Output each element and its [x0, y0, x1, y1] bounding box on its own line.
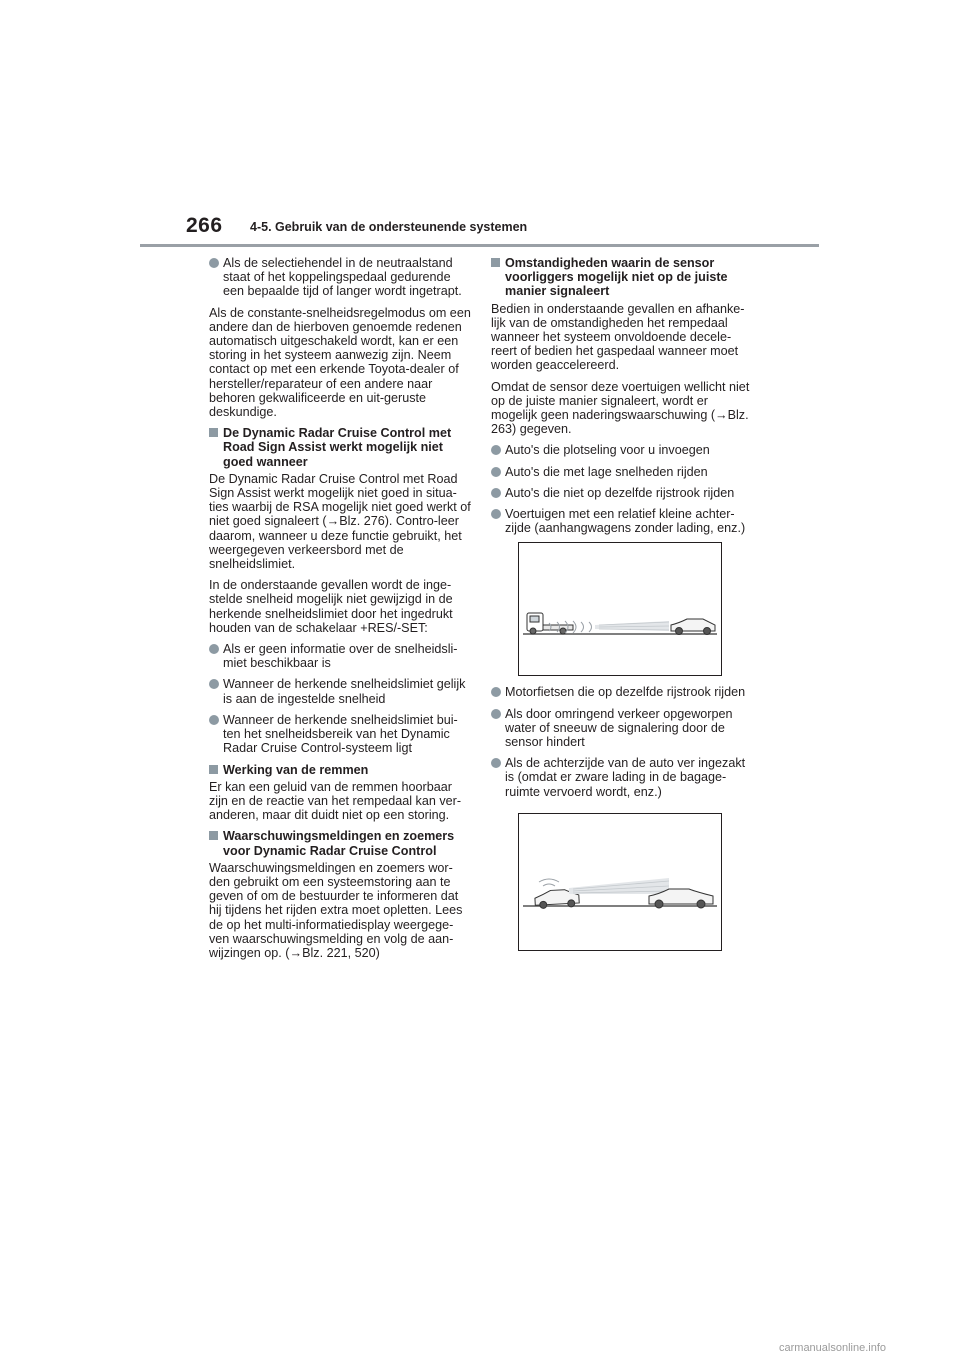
list-item: Als de achterzijde van de auto ver ingezakt is (omdat er zware lading in de bagage-ruimte vervoerd wordt, enz.): [491, 756, 753, 799]
list-item: Als door omringend verkeer opgeworpen water of sneeuw de signalering door de sensor hindert: [491, 707, 753, 750]
paragraph-rsa: De Dynamic Radar Cruise Control met Road Sign Assist werkt mogelijk niet goed in situa-ties waarbij de RSA mogelijk niet goed werkt of niet goed signaleert (→Blz. 276). Contro-leer daarom, wanneer u deze functie gebruikt, het weergegeven verkeersbord met de snelheidslimiet.: [209, 471, 471, 572]
list-item: Voertuigen met een relatief kleine achter-zijde (aanhangwagens zonder lading, enz.): [491, 507, 753, 535]
list-item: Auto's die niet op dezelfde rijstrook rijden: [491, 486, 753, 500]
bullet-dot-icon: [491, 488, 501, 498]
bullet-dot-icon: [491, 467, 501, 477]
list-item: Auto's die met lage snelheden rijden: [491, 465, 753, 479]
paragraph-omdat: Omdat de sensor deze voertuigen wellicht niet op de juiste manier signaleert, wordt er mogelijk geen naderingswaarschuwing (→Blz. 263) gegeven.: [491, 379, 750, 437]
bullet-dot-icon: [209, 644, 219, 654]
page-number: 266: [186, 214, 223, 237]
bullet-dot-icon: [491, 758, 501, 768]
list-item: Motorfietsen die op dezelfde rijstrook rijden: [491, 685, 753, 699]
right-column: [491, 256, 753, 960]
watermark: carmanualsonline.info: [779, 1342, 887, 1354]
bullet-dot-icon: [491, 509, 501, 519]
square-bullet-icon: [209, 831, 218, 840]
bullet-dot-icon: [491, 445, 501, 455]
bullet-dot-icon: [209, 715, 219, 725]
section-heading: Waarschuwingsmeldingen en zoemers voor Dynamic Radar Cruise Control: [209, 829, 471, 857]
bullet-dot-icon: [491, 709, 501, 719]
section-heading: Werking van de remmen: [209, 763, 471, 777]
section-heading: De Dynamic Radar Cruise Control met Road Sign Assist werkt mogelijk niet goed wanneer: [209, 426, 471, 469]
paragraph-remmen: Er kan een geluid van de remmen hoorbaar zijn en de reactie van het rempedaal kan ver-anderen, maar dit duidt niet op een storing.: [209, 779, 462, 823]
radar-wave-icon: [539, 879, 559, 886]
car-icon: [671, 619, 715, 635]
bullet-dot-icon: [209, 258, 219, 268]
bullet-dot-icon: [491, 687, 501, 697]
section-heading: Omstandigheden waarin de sensor voorliggers mogelijk niet op de juiste manier signaleert: [491, 256, 753, 299]
square-bullet-icon: [209, 428, 218, 437]
left-column: [209, 256, 471, 967]
list-item: Wanneer de herkende snelheidslimiet gelijk is aan de ingestelde snelheid: [209, 677, 471, 705]
square-bullet-icon: [209, 765, 218, 774]
list-item: Als er geen informatie over de snelheidsli-miet beschikbaar is: [209, 642, 471, 670]
bullet-dot-icon: [209, 679, 219, 689]
section-title: 4-5. Gebruik van de ondersteunende systemen: [250, 220, 528, 234]
square-bullet-icon: [491, 258, 500, 267]
paragraph-bedien: Bedien in onderstaande gevallen en afhanke-lijk van de omstandigheden het rempedaal wanneer het systeem onvoldoende decele-reert of bedien het gaspedaal wanneer moet worden geaccelereerd.: [491, 301, 745, 373]
header-rule: [140, 244, 819, 247]
list-item: Als de selectiehendel in de neutraalstand staat of het koppelingspedaal gedurende een bepaalde tijd of langer wordt ingetrapt.: [209, 256, 471, 299]
paragraph-storing: Als de constante-snelheidsregelmodus om een andere dan de hierboven genoemde redenen automatisch uitgeschakeld wordt, kan er een storing in het systeem aanwezig zijn. Neem contact op met een erkende Toyota-dealer of hersteller/reparateur of een andere naar behoren gekwalificeerde en uit-geruste deskundige.: [209, 305, 471, 420]
trailer-sensor-illustration: [519, 543, 721, 675]
list-item: Auto's die plotseling voor u invoegen: [491, 443, 753, 457]
paragraph-ingestelde: In de onderstaande gevallen wordt de inge-stelde snelheid mogelijk niet gewijzigd in de herkende snelheidslimiet door het ingedrukt houden van de schakelaar +RES/-SET:: [209, 578, 453, 635]
sagging-car-illustration: [519, 814, 721, 950]
list-item: Wanneer de herkende snelheidslimiet bui-ten het snelheidsbereik van het Dynamic Radar Cruise Control-systeem ligt: [209, 713, 471, 756]
paragraph-waarschuwing: Waarschuwingsmeldingen en zoemers wor-den gebruikt om een systeemstoring aan te geven of om de bestuurder te informeren dat hij tijdens het rijden extra moet opletten. Lees de op het multi-informatiedisplay weergege-ven waarschuwingsmelding en volg de aan-wijzingen op. (→Blz. 221, 520): [209, 860, 463, 960]
illustration-truck-trailer-car: [518, 542, 722, 676]
illustration-sagging-car: [518, 813, 722, 951]
